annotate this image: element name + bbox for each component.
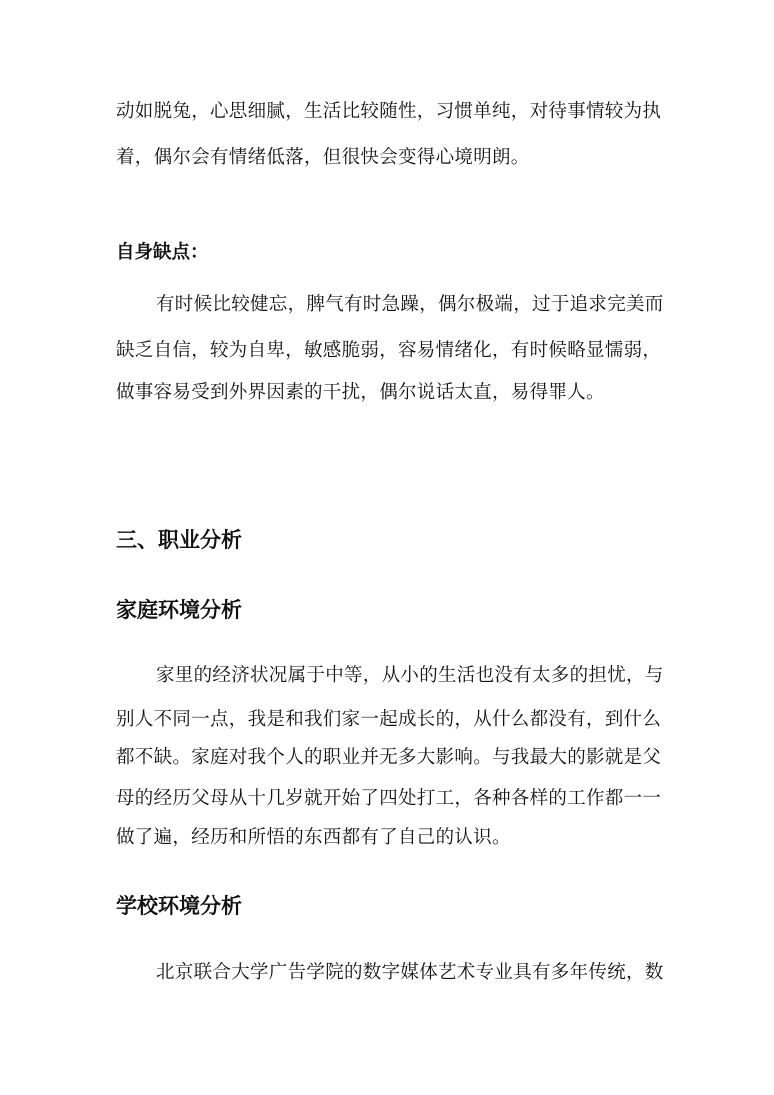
family-line-3: 都不缺。家庭对我个人的职业并无多大影响。与我最大的影就是父 bbox=[116, 747, 662, 768]
family-line-5: 做了遍，经历和所悟的东西都有了自己的认识。 bbox=[116, 827, 511, 848]
family-line-4: 母的经历父母从十几岁就开始了四处打工，各种各样的工作都一一 bbox=[116, 788, 662, 809]
weakness-line-1: 有时候比较健忘，脾气有时急躁，偶尔极端，过于追求完美而 bbox=[156, 294, 664, 315]
career-section-heading: 三、职业分析 bbox=[116, 528, 242, 552]
family-line-1: 家里的经济状况属于中等，从小的生活也没有太多的担忧，与 bbox=[156, 665, 664, 686]
intro-line-1: 动如脱兔，心思细腻，生活比较随性，习惯单纯，对待事情较为执 bbox=[116, 101, 662, 122]
weakness-line-2: 缺乏自信，较为自卑，敏感脆弱，容易情绪化，有时候略显懦弱， bbox=[116, 340, 662, 361]
family-line-2: 别人不同一点，我是和我们家一起成长的，从什么都没有，到什么 bbox=[116, 709, 662, 730]
family-heading: 家庭环境分析 bbox=[116, 598, 242, 622]
weakness-line-3: 做事容易受到外界因素的干扰，偶尔说话太直，易得罪人。 bbox=[116, 382, 605, 403]
school-line-1: 北京联合大学广告学院的数字媒体艺术专业具有多年传统，数 bbox=[156, 962, 664, 983]
intro-line-2: 着，偶尔会有情绪低落，但很快会变得心境明朗。 bbox=[116, 147, 530, 168]
school-heading: 学校环境分析 bbox=[116, 894, 242, 918]
weakness-heading: 自身缺点： bbox=[116, 242, 209, 263]
